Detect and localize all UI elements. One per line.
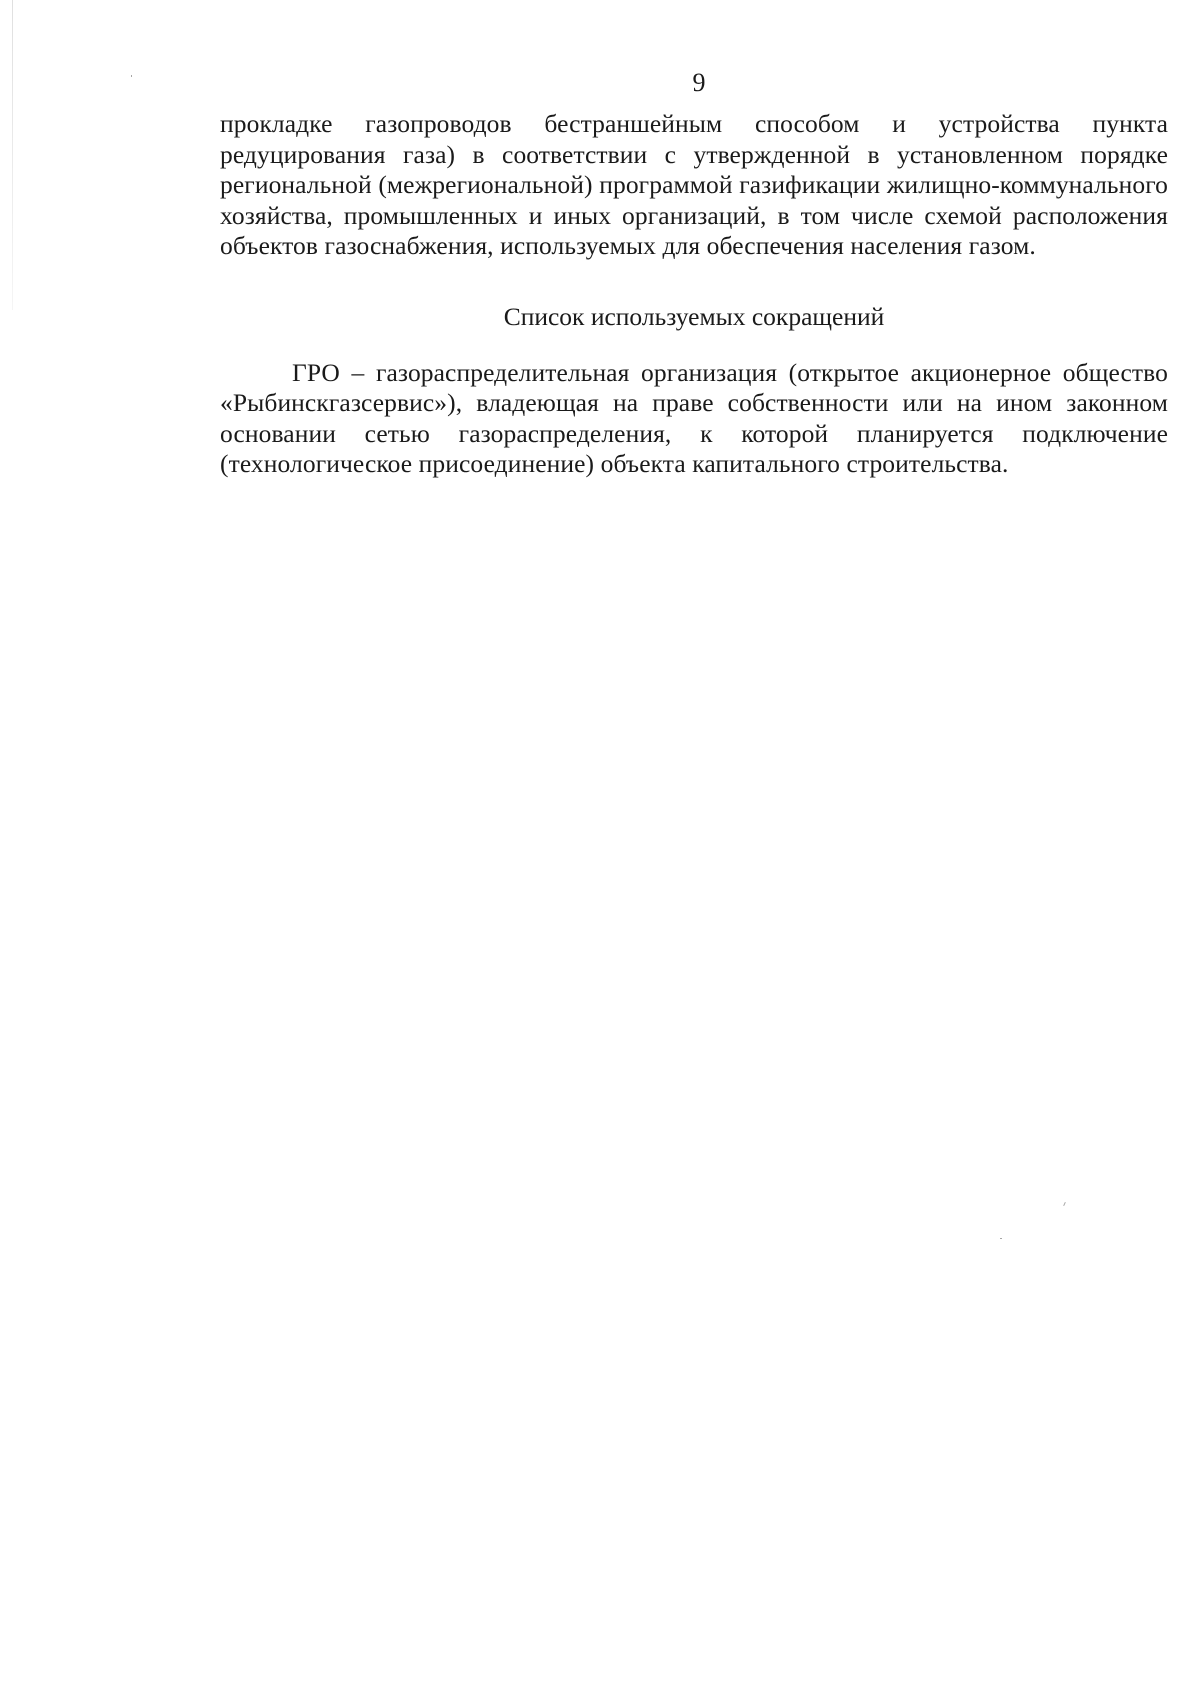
- scan-speck: [131, 75, 132, 77]
- abbreviation-definition-gro: ГРО – газораспределительная организация (открытое акционерное общество «Рыбинскгазсервис»), владеющая на праве собственности или на ином законном основании сетью газораспределения, к которой планируется подключение (технологическое присоединение) объекта капитального строительства.: [220, 357, 1168, 478]
- abbreviations-heading: Список используемых сокращений: [503, 301, 885, 331]
- scan-edge-shadow: [12, 0, 13, 310]
- scan-speck: [1000, 1238, 1002, 1239]
- scan-speck: [1063, 1202, 1066, 1206]
- document-body: [220, 109, 1168, 480]
- continuation-paragraph: прокладке газопроводов бестраншейным способом и устройства пункта редуцирования газа) в соответствии с утвержденной в установленном порядке региональной (межрегиональной) программой газификации жилищно-коммунального хозяйства, промышленных и иных организаций, в том числе схемой расположения объектов газоснабжения, используемых для обеспечения населения газом.: [220, 109, 1168, 260]
- page-number: 9: [692, 68, 706, 97]
